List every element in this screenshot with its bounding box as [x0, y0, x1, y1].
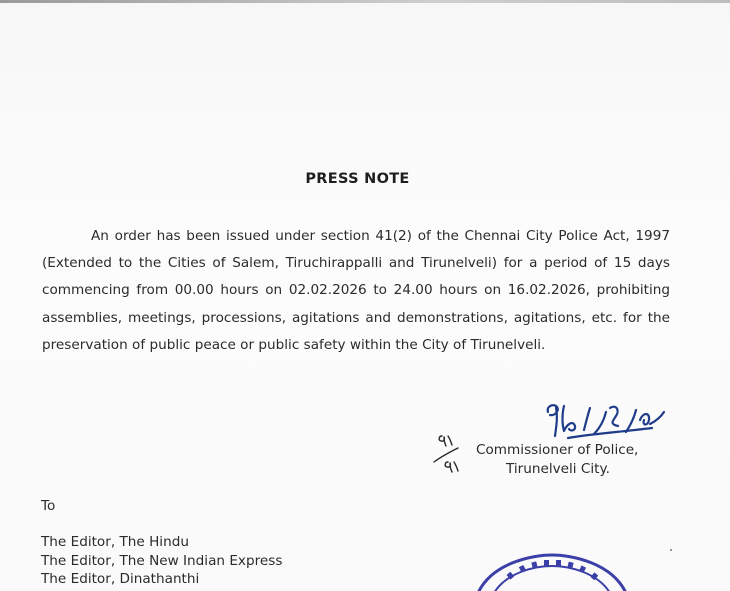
- to-label: To: [41, 498, 56, 514]
- signatory-title: Commissioner of Police,: [476, 442, 639, 458]
- signatory-office: Tirunelveli City.: [506, 461, 610, 477]
- recipient-item: The Editor, The Hindu: [41, 534, 189, 550]
- recipient-item: The Editor, Dinathanthi: [41, 571, 200, 587]
- official-seal-icon: [472, 553, 632, 591]
- scan-speck: [670, 549, 672, 551]
- page-title: PRESS NOTE: [305, 171, 410, 187]
- handwritten-initials-icon: [430, 430, 466, 474]
- scan-edge: [0, 0, 730, 3]
- recipient-item: The Editor, The New Indian Express: [41, 552, 283, 569]
- signatory-block: [476, 441, 638, 479]
- recipient-list: [41, 533, 282, 589]
- body-paragraph: An order has been issued under section 41(2) of the Chennai City Police Act, 1997 (Extended to the Cities of Salem, Tiruchirappalli and Tirunelveli) for a period of 15 days commencing from 00.00 hours on 02.02.2026 to 24.00 hours on 16.02.2026, prohibiting assemblies, meetings, processions, agitations and demonstrations, agitations, etc. for the preservation of public peace or public safety within the City of Tirunelveli.: [42, 228, 670, 353]
